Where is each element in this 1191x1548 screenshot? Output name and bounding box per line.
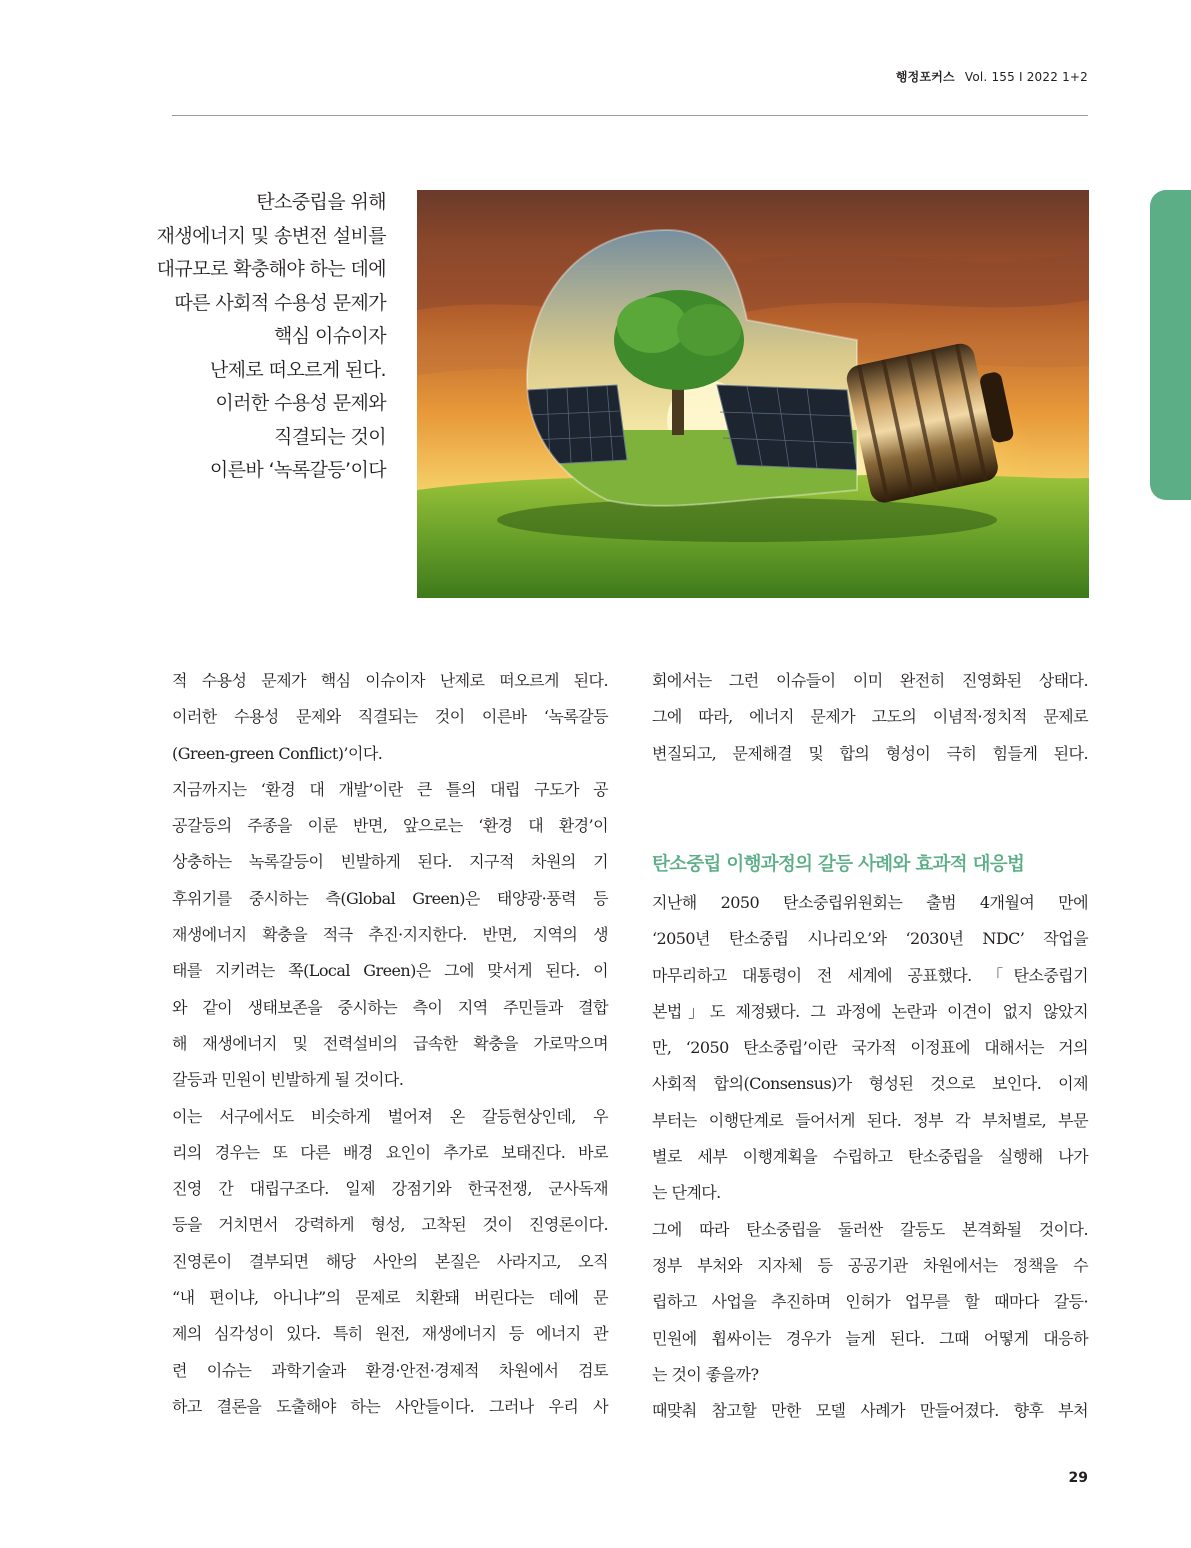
body-line: 진영론이 결부되면 해당 사안의 본질은 사라지고, 오직 [172,1251,608,1271]
body-line: 지난해 2050 탄소중립위원회는 출범 4개월여 만에 [652,893,1088,912]
body-line: 이러한 수용성 문제와 직결되는 것이 이른바 ‘녹록갈등 [172,707,608,727]
body-line: 민원에 휩싸이는 경우가 늘게 된다. 그때 어떻게 대응하 [652,1328,1088,1348]
body-line: 련 이슈는 과학기술과 환경·안전·경제적 차원에서 검토 [172,1360,608,1380]
body-line: ‘2050년 탄소중립 시나리오’와 ‘2030년 NDC’ 작업을 [652,929,1088,949]
body-line: 본법」도 제정됐다. 그 과정에 논란과 이견이 없지 않았지 [652,1001,1088,1021]
body-line: 변질되고, 문제해결 및 합의 형성이 극히 힘들게 된다. [652,743,1088,763]
body-line: 태를 지키려는 쪽(Local Green)은 그에 맞서게 된다. 이 [172,961,608,981]
body-line: 갈등과 민원이 빈발하게 될 것이다. [172,1070,404,1090]
body-line: 와 같이 생태보존을 중시하는 측이 지역 주민들과 결합 [172,997,608,1017]
body-line: 부터는 이행단계로 들어서게 된다. 정부 각 부처별로, 부문 [652,1110,1088,1130]
pull-quote-line: 재생에너지 및 송변전 설비를 [156,224,386,247]
body-line: 만, ‘2050 탄소중립’이란 국가적 이정표에 대해서는 거의 [652,1038,1088,1058]
body-line: 공갈등의 주종을 이룬 반면, 앞으로는 ‘환경 대 환경’이 [172,816,608,836]
pull-quote-line: 난제로 떠오르게 된다. [209,358,386,381]
body-line: 해 재생에너지 및 전력설비의 급속한 확충을 가로막으며 [172,1033,608,1053]
body-line: 회에서는 그런 이슈들이 이미 완전히 진영화된 상태다. [652,671,1088,690]
body-line: 등을 거치면서 강력하게 형성, 고착된 것이 진영론이다. [172,1215,608,1235]
pull-quote-line: 탄소중립을 위해 [256,191,386,213]
left-column [172,663,608,1425]
body-line: 별로 세부 이행계획을 수립하고 탄소중립을 실행해 나가 [652,1147,1088,1167]
pull-quote-line: 핵심 이슈이자 [274,325,386,347]
pull-quote-line: 직결되는 것이 [274,425,386,448]
side-tab [1150,190,1191,500]
body-line: 이는 서구에서도 비슷하게 벌어져 온 갈등현상인데, 우 [172,1106,608,1126]
body-line: 지금까지는 ‘환경 대 개발’이란 큰 틀의 대립 구도가 공 [172,779,608,799]
body-line: 정부 부처와 지자체 등 공공기관 차원에서는 정책을 수 [652,1255,1088,1275]
pull-quote-line: 이른바 ‘녹록갈등’이다 [209,459,386,481]
body-line: 는 것이 좋을까? [652,1364,759,1384]
pull-quote [150,186,386,488]
body-line: 재생에너지 확충을 적극 추진·지지한다. 반면, 지역의 생 [172,925,608,945]
body-line: (Green-green Conflict)’이다. [172,743,383,763]
body-line: 후위기를 중시하는 측(Global Green)은 태양광·풍력 등 [172,888,608,908]
body-line: 때맞춰 참고할 만한 모델 사례가 만들어졌다. 향후 부처 [652,1401,1088,1421]
body-line: 그에 따라, 에너지 문제가 고도의 이념적·정치적 문제로 [652,707,1088,727]
issue-info: Vol. 155 I 2022 1+2 [964,70,1088,84]
body-line: 리의 경우는 또 다른 배경 요인이 추가로 보태진다. 바로 [172,1142,608,1162]
body-line: 하고 결론을 도출해야 하는 사안들이다. 그러나 우리 사 [172,1396,608,1416]
right-column-top [652,663,1088,772]
body-line: 그에 따라 탄소중립을 둘러싼 갈등도 본격화될 것이다. [652,1219,1088,1239]
magazine-name: 행정포커스 [895,70,955,84]
right-column-bottom [652,885,1088,1429]
body-line: 사회적 합의(Consensus)가 형성된 것으로 보인다. 이제 [652,1074,1088,1094]
header-rule [172,115,1088,116]
pull-quote-line: 이러한 수용성 문제와 [215,392,386,414]
pull-quote-line: 대규모로 확충해야 하는 데에 [156,258,386,280]
body-line: 진영 간 대립구조다. 일제 강점기와 한국전쟁, 군사독재 [172,1179,608,1199]
body-line: 립하고 사업을 추진하며 인허가 업무를 할 때마다 갈등· [652,1292,1088,1312]
body-line: 는 단계다. [652,1183,721,1203]
body-line: 제의 심각성이 있다. 특히 원전, 재생에너지 등 에너지 관 [172,1324,608,1344]
running-header [896,68,1088,85]
pull-quote-line: 따른 사회적 수용성 문제가 [174,291,386,314]
body-line: 마무리하고 대통령이 전 세계에 공표했다. 「탄소중립기 [652,965,1088,985]
body-line: “내 편이냐, 아니냐”의 문제로 치환돼 버린다는 데에 문 [172,1288,608,1308]
page-number: 29 [1068,1470,1088,1486]
body-line: 적 수용성 문제가 핵심 이슈이자 난제로 떠오르게 된다. [172,671,608,690]
lightbulb-solar-photo [417,190,1089,598]
section-title: 탄소중립 이행과정의 갈등 사례와 효과적 대응법 [652,854,1025,875]
body-line: 상충하는 녹록갈등이 빈발하게 된다. 지구적 차원의 기 [172,852,608,872]
